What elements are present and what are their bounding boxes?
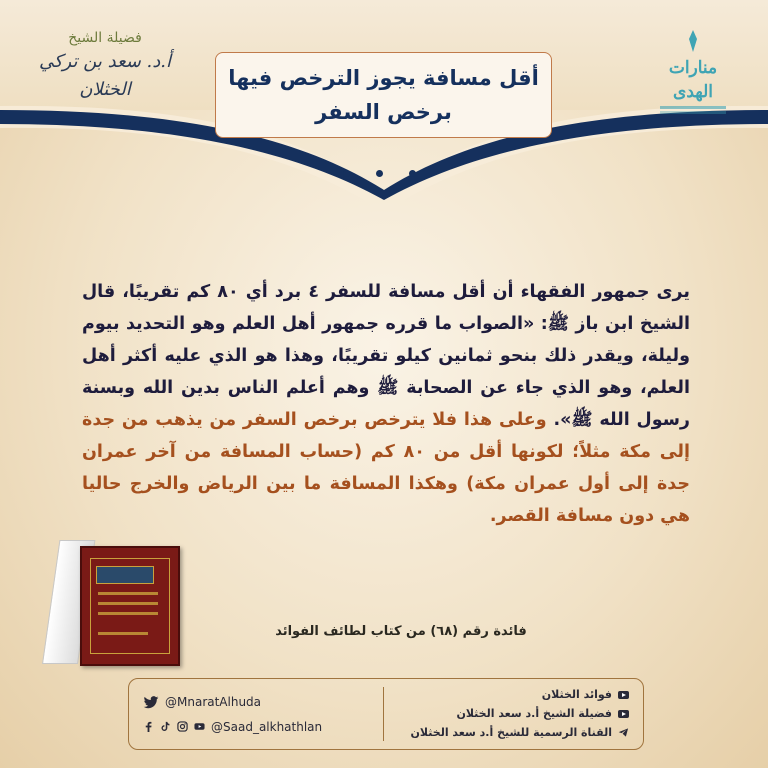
title-box — [215, 52, 552, 138]
channel-label[interactable]: فوائد الخثلان — [541, 688, 612, 701]
footer-channels — [393, 685, 629, 742]
sheikh-name: أ.د. سعد بن تركي الخثلان — [38, 51, 172, 100]
logo-subline — [660, 106, 726, 109]
twitter-row[interactable] — [143, 689, 373, 714]
decorative-dots — [343, 170, 416, 177]
twitter-handle[interactable]: @MnaratAlhuda — [165, 694, 262, 709]
sheikh-signature — [30, 28, 180, 104]
book-line — [98, 612, 158, 615]
logo-subline — [660, 111, 726, 114]
title-line-2: برخص السفر — [315, 100, 452, 124]
instagram-icon[interactable] — [177, 721, 188, 732]
footer-box — [128, 678, 644, 750]
youtube-icon[interactable] — [618, 710, 629, 718]
dot — [376, 170, 383, 177]
book-line — [98, 602, 158, 605]
dot — [409, 170, 416, 177]
twitter-icon[interactable] — [143, 694, 159, 710]
body-paragraph-1: يرى جمهور الفقهاء أن أقل مسافة للسفر ٤ برد أي ٨٠ كم تقريبًا، قال الشيخ ابن باز ﷺ: «الصواب ما قرره جمهور أهل العلم وهو التحديد بيوم وليلة، ويقدر ذلك بنحو ثمانين كيلو تقريبًا، وهذا هو الذي عليه أكثر أهل العلم، وهو الذي جاء عن الصحابة ﷺ وهم أعلم الناس بدين الله وبسنة رسول الله ﷺ». — [82, 282, 690, 430]
youtube-icon[interactable] — [618, 691, 629, 699]
footer-divider — [383, 687, 384, 741]
channel-row[interactable] — [393, 723, 629, 742]
channel-row[interactable] — [393, 685, 629, 704]
body-paragraph-2: وعلى هذا فلا يترخص برخص السفر من يذهب من جدة إلى مكة مثلاً؛ لكونها أقل من ٨٠ كم (حساب المسافة من آخر عمران جدة إلى أول عمران مكة) وهكذا المسافة ما بين الرياض والخرج حاليا هي دون مسافة القصر. — [82, 410, 691, 526]
footer-social — [143, 689, 373, 739]
facebook-icon[interactable] — [143, 721, 154, 732]
red-book — [80, 546, 180, 666]
title-line-1: أقل مسافة يجوز الترخص فيها — [228, 66, 539, 90]
book-title-plate — [96, 566, 154, 584]
book-image — [38, 540, 188, 665]
sheikh-title: فضيلة الشيخ — [68, 30, 142, 46]
logo-mark-icon — [685, 30, 701, 52]
tiktok-icon[interactable] — [160, 721, 171, 732]
social-handle[interactable]: @Saad_alkhathlan — [211, 719, 323, 734]
book-caption: فائدة رقم (٦٨) من كتاب لطائف الفوائد — [275, 624, 527, 639]
social-row[interactable] — [143, 714, 373, 739]
channel-label[interactable]: القناة الرسمية للشيخ أ.د سعد الخثلان — [410, 726, 612, 739]
dot — [343, 170, 350, 177]
body-text — [82, 276, 690, 532]
telegram-icon[interactable] — [618, 727, 629, 738]
book-line — [98, 592, 158, 595]
channel-row[interactable] — [393, 704, 629, 723]
channel-label[interactable]: فضيلة الشيخ أ.د سعد الخثلان — [456, 707, 612, 720]
logo-name: منارات الهدى — [668, 58, 718, 102]
book-line — [98, 632, 148, 635]
logo — [656, 30, 730, 116]
youtube-icon[interactable] — [194, 721, 205, 732]
